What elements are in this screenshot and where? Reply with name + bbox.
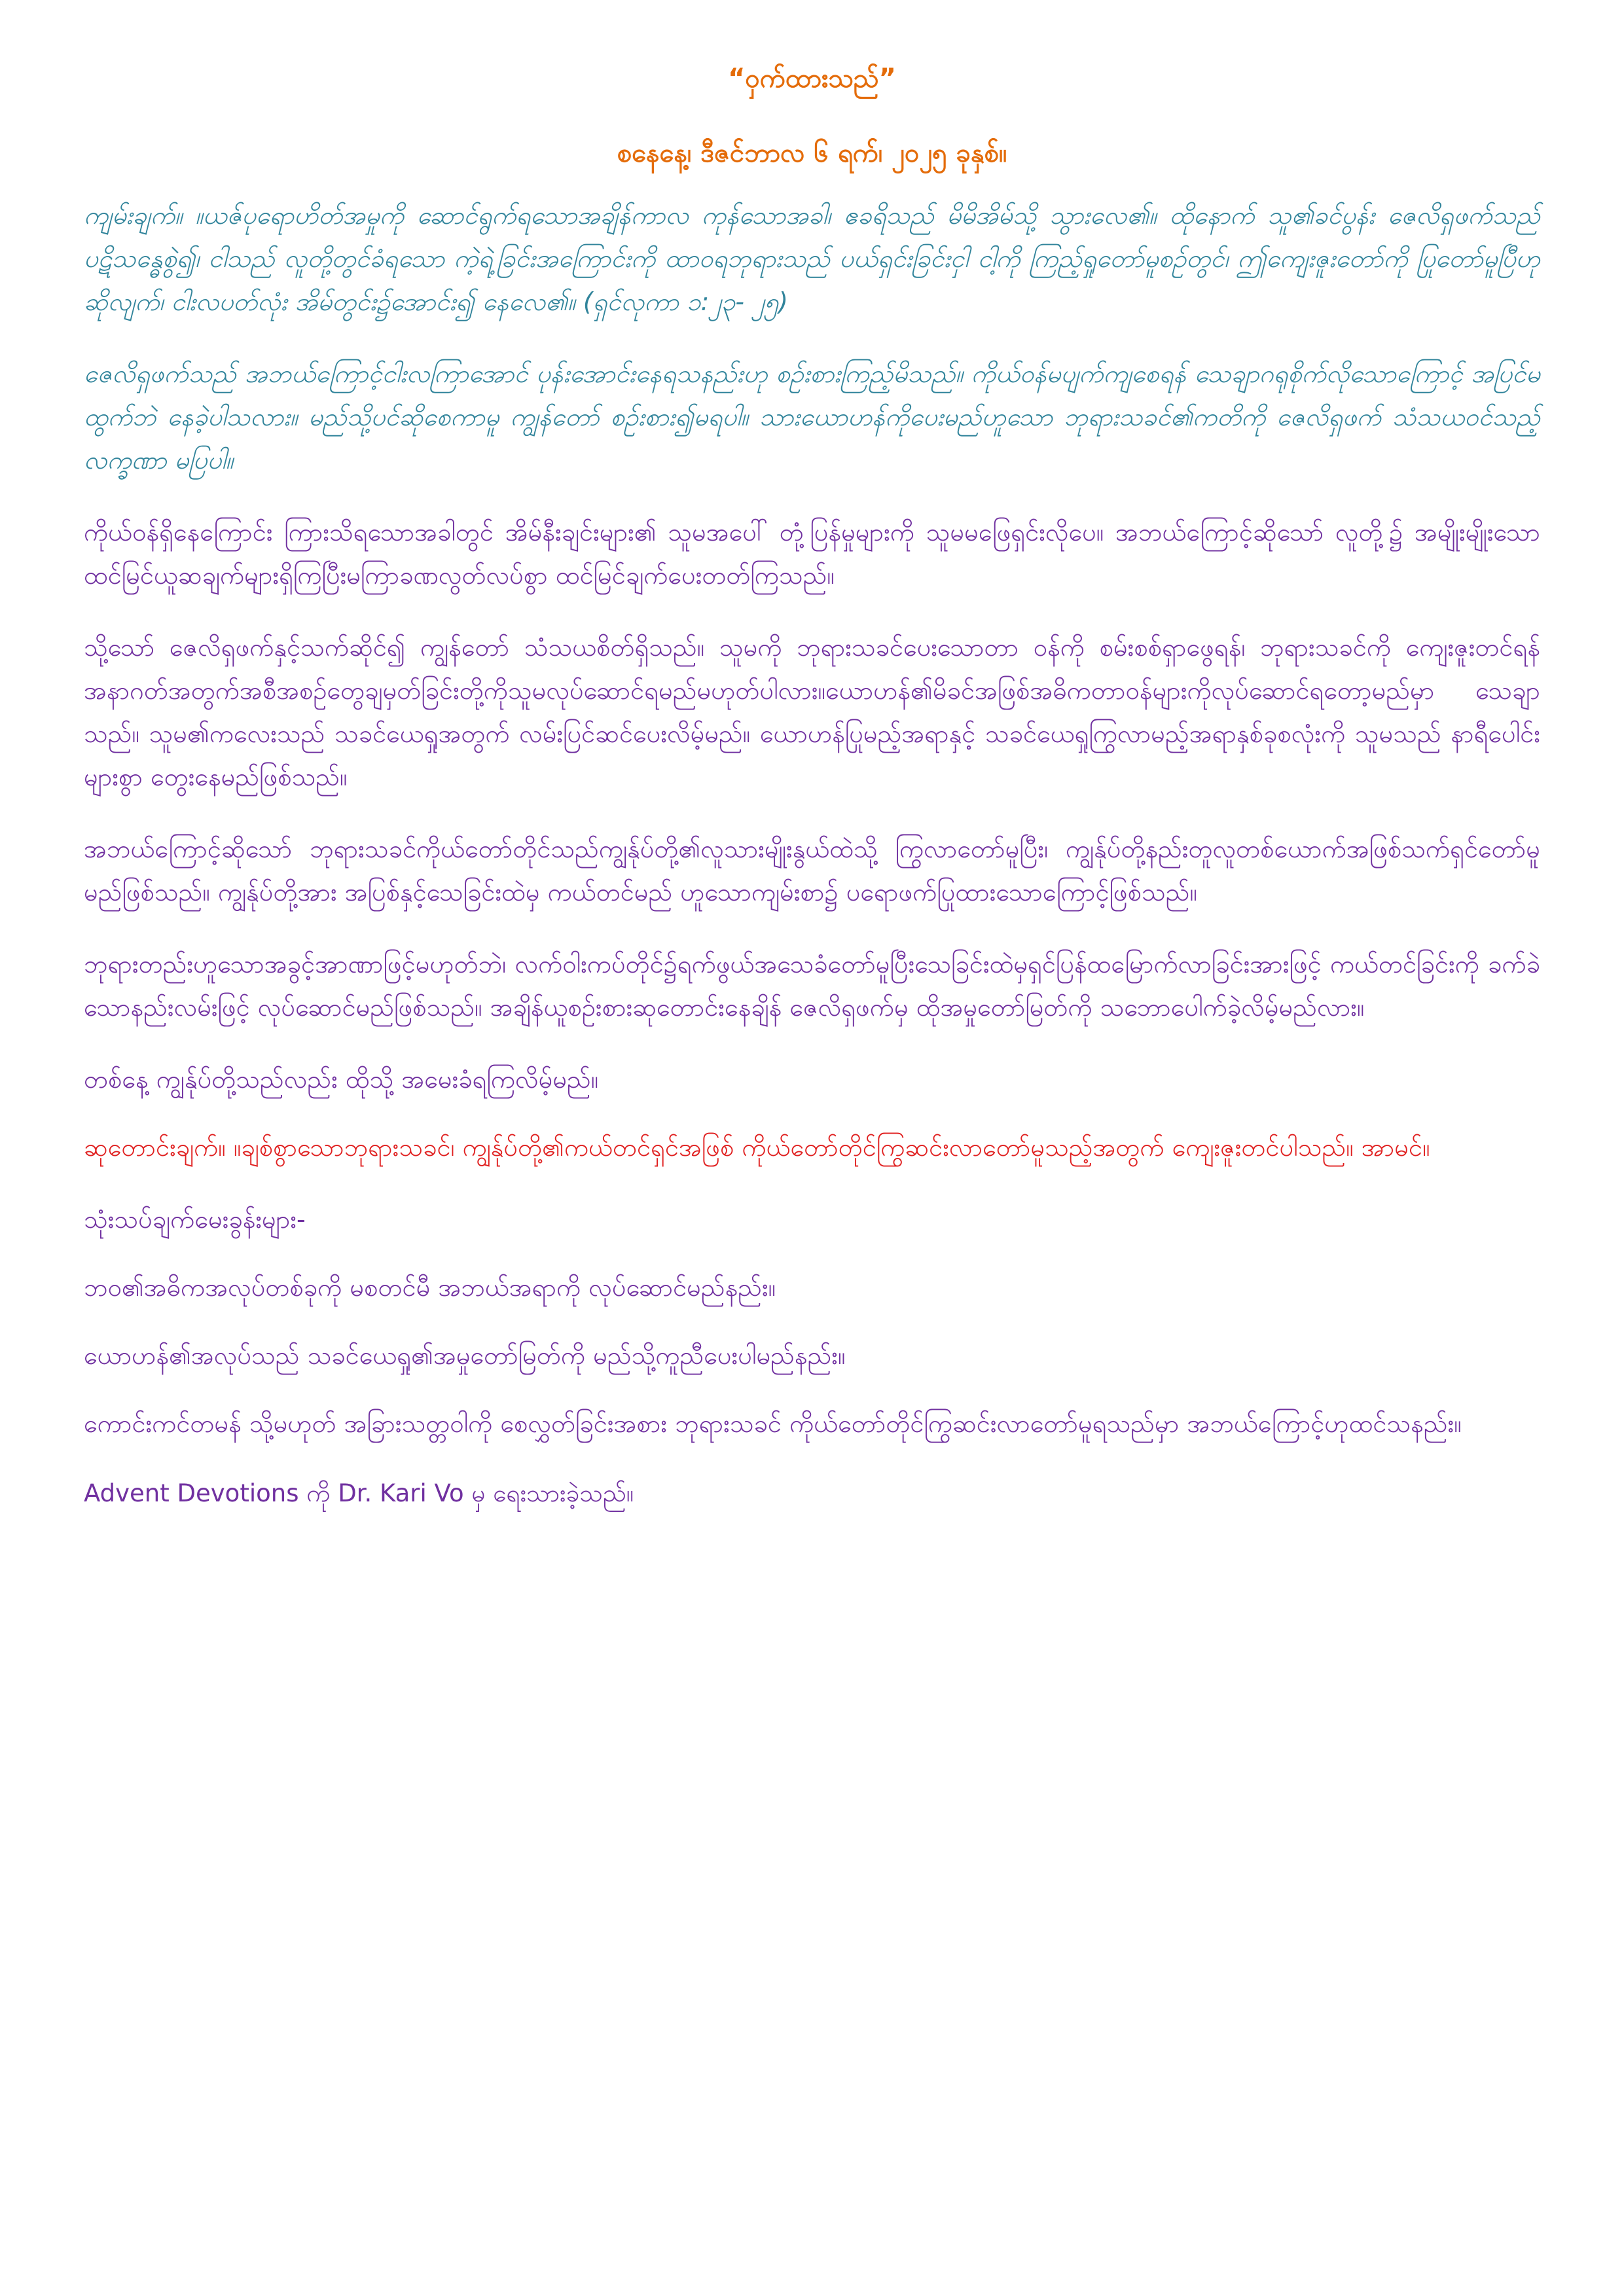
body-paragraph-5: တစ်နေ့ ကျွန်ုပ်တို့သည်လည်း ထိုသို့ အမေးခံရကြလိမ့်မည်။ xyxy=(84,1065,599,1094)
devotion-page xyxy=(84,58,1540,1537)
body-paragraph-4: ဘုရားတည်းဟူသောအခွင့်အာဏာဖြင့်မဟုတ်ဘဲ၊ လက်ဝါးကပ်တိုင်၌ရက်ဖွယ်အသေခံတော်မူပြီးသေခြင်းထဲမှရှင်ပြန်ထမြောက်လာခြင်းအားဖြင့် ကယ်တင်ခြင်းကို ခက်ခဲသောနည်းလမ်းဖြင့် လုပ်ဆောင်မည်ဖြစ်သည်။ အချိန်ယူစဉ်းစားဆုတောင်းနေချိန် ဇေလိရှဖက်မှ ထိုအမှုတော်မြတ်ကို သဘောပေါက်ခဲ့လိမ့်မည်လား။ xyxy=(84,950,1540,1022)
question-3: ကောင်းကင်တမန် သို့မဟုတ် အခြားသတ္တဝါကို စေလွှတ်ခြင်းအစား ဘုရားသခင် ကိုယ်တော်တိုင်ကြွဆင်းလာတော်မူရသည်မှာ အဘယ်ကြောင့်ဟုထင်သနည်း။ xyxy=(84,1409,1462,1438)
body-paragraph-1: ကိုယ်ဝန်ရှိနေကြောင်း ကြားသိရသောအခါတွင် အိမ်နီးချင်းများ၏ သူမအပေါ် တုံ့ပြန်မှုများကို သူမမဖြေရှင်းလိုပေ။ အဘယ်ကြောင့်ဆိုသော် လူတို့၌ အမျိုးမျိုးသောထင်မြင်ယူဆချက်များရှိကြပြီးမကြာခဏလွတ်လပ်စွာ ထင်မြင်ချက်ပေးတတ်ကြသည်။ xyxy=(84,518,1540,590)
question-2: ယောဟန်၏အလုပ်သည် သခင်ယေရှု၏အမှုတော်မြတ်ကို မည်သို့ကူညီပေးပါမည်နည်း။ xyxy=(84,1341,846,1370)
prayer-paragraph: ဆုတောင်းချက်။ ။ချစ်စွာသောဘုရားသခင်၊ ကျွန်ုပ်တို့၏ကယ်တင်ရှင်အဖြစ် ကိုယ်တော်တိုင်ကြွဆင်းလာတော်မူသည့်အတွက် ကျေးဇူးတင်ပါသည်။ အာမင်။ xyxy=(84,1133,1430,1162)
date-line: စနေနေ့၊ ဒီဇင်ဘာလ ၆ ရက်၊ ၂၀၂၅ ခုနှစ်။ xyxy=(617,138,1007,168)
scripture-passage: ကျမ်းချက်။ ။ယဇ်ပုရောဟိတ်အမှုကို ဆောင်ရွက်ရသောအချိန်ကာလ ကုန်သောအခါ၊ ဧခရိသည် မိမိအိမ်သို့ သွားလေ၏။ ထိုနောက် သူ၏ခင်ပွန်း ဇေလိရှဖက်သည် ပဋိသန္ဓေစွဲ၍၊ ငါသည် လူတို့တွင်ခံရသော ကဲ့ရဲ့ခြင်းအကြောင်းကို ထာဝရဘုရားသည် ပယ်ရှင်းခြင်းငှါ ငါ့ကို ကြည့်ရှုတော်မူစဉ်တွင်၊ ဤကျေးဇူးတော်ကို ပြုတော်မူပြီဟုဆိုလျက်၊ ငါးလပတ်လုံး အိမ်တွင်း၌အောင်း၍ နေလေ၏။ (ရှင်လုကာ ၁:၂၃- ၂၅) xyxy=(84,201,1540,316)
questions-heading: သုံးသပ်ချက်မေးခွန်းများ- xyxy=(84,1205,306,1234)
intro-paragraph: ဇေလိရှဖက်သည် အဘယ်ကြောင့်ငါးလကြာအောင် ပုန်းအောင်းနေရသနည်းဟု စဉ်းစားကြည့်မိသည်။ ကိုယ်ဝန်မပျက်ကျစေရန် သေချာဂရုစိုက်လိုသောကြောင့် အပြင်မထွက်ဘဲ နေခဲ့ပါသလား။ မည်သို့ပင်ဆိုစေကာမူ ကျွန်တော် စဉ်းစား၍မရပါ။ သားယောဟန်ကိုပေးမည်ဟူသော ဘုရားသခင်၏ကတိကို ဇေလိရှဖက် သံသယဝင်သည့်လက္ခဏာ မပြပါ။ xyxy=(84,359,1540,475)
author-credit: Advent Devotions ကို Dr. Kari Vo မှ ရေးသားခဲ့သည်။ xyxy=(84,1479,634,1507)
body-paragraph-2: သို့သော် ဇေလိရှဖက်နှင့်သက်ဆိုင်၍ ကျွန်တော် သံသယစိတ်ရှိသည်။ သူမကို ဘုရားသခင်ပေးသောတာ ဝန်ကို စမ်းစစ်ရှာဖွေရန်၊ ဘုရားသခင်ကို ကျေးဇူးတင်ရန်အနာဂတ်အတွက်အစီအစဉ်တွေချမှတ်ခြင်းတို့ကိုသူမလုပ်ဆောင်ရမည်မဟုတ်ပါလား။ယောဟန်၏မိခင်အဖြစ်အဓိကတာဝန်များကိုလုပ်ဆောင်ရတော့မည်မှာ သေချာသည်။ သူမ၏ကလေးသည် သခင်ယေရှုအတွက် လမ်းပြင်ဆင်ပေးလိမ့်မည်။ ယောဟန်ပြုမည့်အရာနှင့် သခင်ယေရှုကြွလာမည့်အရာနှစ်ခုစလုံးကို သူမသည် နာရီပေါင်းများစွာ တွေးနေမည်ဖြစ်သည်။ xyxy=(84,633,1540,791)
page-title: “ဝှက်ထားသည်” xyxy=(728,63,896,94)
body-paragraph-3: အဘယ်ကြောင့်ဆိုသော် ဘုရားသခင်ကိုယ်တော်တိုင်သည်ကျွန်ုပ်တို့၏လူသားမျိုးနွယ်ထဲသို့ ကြွလာတော်မူပြီး၊ ကျွန်ုပ်တို့နည်းတူလူတစ်ယောက်အဖြစ်သက်ရှင်တော်မူမည်ဖြစ်သည်။ ကျွန်ုပ်တို့အား အပြစ်နှင့်သေခြင်းထဲမှ ကယ်တင်မည် ဟူသောကျမ်းစာ၌ ပရောဖက်ပြုထားသောကြောင့်ဖြစ်သည်။ xyxy=(84,834,1540,906)
question-1: ဘဝ၏အဓိကအလုပ်တစ်ခုကို မစတင်မီ အဘယ်အရာကို လုပ်ဆောင်မည်နည်း။ xyxy=(84,1273,776,1302)
